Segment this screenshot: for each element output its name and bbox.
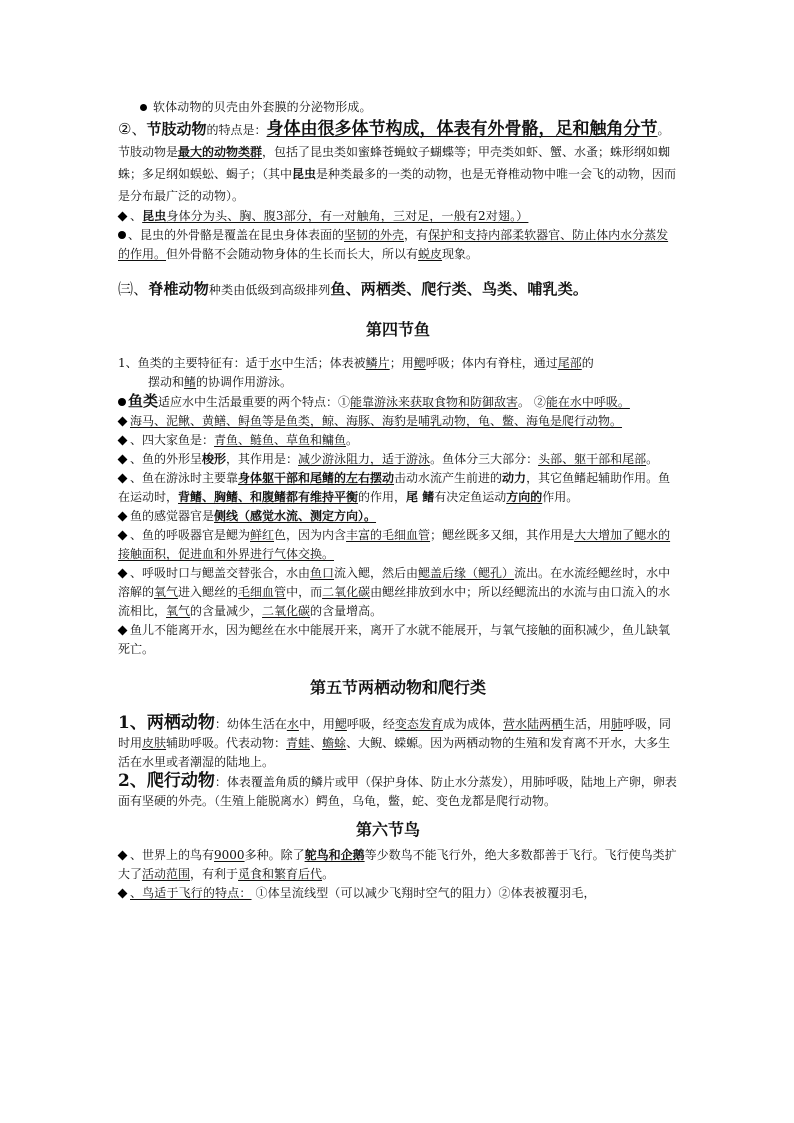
- amph-text: 成为成体，: [442, 717, 503, 731]
- fish-underline: 二氧化碳: [322, 585, 371, 599]
- fish-text: 适应水中生活最重要的两个特点：①: [158, 395, 351, 409]
- fish-underline: 二氧化碳: [262, 604, 311, 618]
- amph-text: 、: [310, 736, 323, 750]
- diamond-bullet-icon: [118, 473, 128, 483]
- bird-text: 。: [322, 867, 335, 881]
- fish-underline: 背鳍、胸鳍、和腹鳍都有维持平衡: [178, 490, 359, 504]
- amph-text: 辅助呼吸。代表动物：: [166, 736, 287, 750]
- fish-text: 1、鱼类的主要特征有：适于: [118, 356, 270, 370]
- mollusk-text: 软体动物的贝壳由外套膜的分泌物形成。: [153, 100, 372, 114]
- fish-text: ；用: [389, 356, 414, 370]
- fish-underline: 方向的: [506, 490, 543, 504]
- fish-text: 。 ②: [518, 395, 546, 409]
- fish-underline: 鳞片: [365, 356, 390, 370]
- bird-underline: 鸵鸟和企鹅: [304, 848, 365, 862]
- bird-underline: 、鸟适于飞行的特点：: [130, 886, 252, 900]
- fish-text: ，其它鱼鳍起辅助作用。鱼在运动时，: [118, 471, 671, 504]
- fish-respiration: [118, 526, 678, 564]
- exo-underline: 坚韧的外壳: [344, 228, 405, 242]
- fish-mouth: [118, 564, 678, 621]
- fish-text: 、鱼的外形呈: [130, 452, 203, 466]
- bird-text: ①体呈流线型（可以减少飞翔时空气的阻力）②体表被覆羽毛，: [251, 886, 596, 900]
- fish-text: 的含量增高。: [310, 604, 383, 618]
- amph-text: ：幼体生活在: [214, 717, 287, 731]
- exo-text: 现象。: [442, 247, 479, 261]
- diamond-bullet-icon: [118, 435, 128, 445]
- diamond-bullet-icon: [118, 530, 128, 540]
- fish-text: 色，因为内含: [274, 528, 347, 542]
- arthropod-paragraph: [118, 118, 678, 207]
- insect-body: 身体分为头、胸、腹3部分，有一对触角，三对足，一般有2对翅。）: [166, 209, 529, 223]
- fish-text: 中，而: [286, 585, 323, 599]
- arthropod-title: 节肢动物: [146, 120, 207, 138]
- amph-underline: 蟾蜍: [322, 736, 347, 750]
- exo-text: ，有: [404, 228, 429, 242]
- amph-underline: 肺: [610, 717, 623, 731]
- reptile-paragraph: [118, 772, 678, 811]
- amphibian-heading: 第五节两栖动物和爬行类: [309, 678, 486, 697]
- fish-text: ；鳃丝既多又细，其作用是: [430, 528, 575, 542]
- bird-heading: 第六节鸟: [355, 820, 420, 839]
- fish-seahorse: [118, 412, 678, 431]
- fish-four: [118, 431, 678, 450]
- fish-underline: 丰富的毛细血管: [346, 528, 431, 542]
- bird-underline: 活动范围: [142, 867, 191, 881]
- fish-two-title: 鱼类: [128, 392, 159, 410]
- fish-text: 鱼的感觉器官是: [130, 509, 215, 523]
- fish-two-features: [118, 392, 678, 412]
- bullet-icon: [118, 231, 126, 239]
- fish-sense: [118, 507, 678, 526]
- exo-text: 昆虫的外骨骼是覆盖在昆虫身体表面的: [140, 228, 345, 242]
- fish-underline: 鳃盖后缘（鳃孔）: [418, 566, 515, 580]
- exo-underline: 体内水分蒸发的作用。: [118, 228, 669, 261]
- amph-underline: 皮肤: [142, 736, 167, 750]
- fish-text: 呼吸；体内有脊柱，通过: [425, 356, 558, 370]
- fish-underline: 鲜红: [250, 528, 275, 542]
- exo-text: 但外骨骼不会随动物身体的生长而长大，所以有: [166, 247, 419, 261]
- reptile-title: 2、爬行动物: [118, 771, 215, 791]
- insect-bold: 昆虫: [292, 167, 317, 181]
- fish-heading: 第四节鱼: [365, 320, 430, 339]
- bird-underline: 9000: [214, 848, 245, 862]
- fish-bold: 动力: [502, 471, 527, 485]
- amph-underline: 水: [286, 717, 299, 731]
- document-page: [118, 96, 678, 903]
- diamond-bullet-icon: [118, 211, 128, 221]
- amphibian-title: 1、两栖动物: [118, 713, 215, 733]
- arthropod-text: 。节肢动物是: [118, 123, 670, 159]
- arthropod-number: ②、: [118, 120, 147, 138]
- diamond-bullet-icon: [118, 568, 128, 578]
- arthropod-largest-group: 最大的动物类群: [178, 145, 263, 159]
- fish-underline: 身体躯干部和尾鳍的左右摆动: [238, 471, 395, 485]
- bird-text: 多种。除了: [244, 848, 305, 862]
- amph-text: 呼吸，同时用: [118, 717, 672, 750]
- fish-underline: 鳃: [413, 356, 426, 370]
- fish-text: 的作用，: [358, 490, 407, 504]
- fish-text: 由鳃丝排放到水中；所以经鳃流出的水流与由口流入的水流相比，: [118, 585, 671, 618]
- amph-text: 呼吸，经: [346, 717, 395, 731]
- exo-molt: 蜕皮: [418, 247, 443, 261]
- fish-text: 。鱼体分三大部分：: [430, 452, 539, 466]
- fish-text: 、四大家鱼是：: [130, 433, 215, 447]
- bird-text: ，有利于: [190, 867, 239, 881]
- amph-underline: 变态发育: [394, 717, 443, 731]
- fish-bold: 梭形: [202, 452, 227, 466]
- fish-text: 流出。在水流经鳃丝时，水中溶解的: [118, 566, 671, 599]
- fish-text: 摆动和: [148, 375, 185, 389]
- fish-text: 流入鳃，然后由: [334, 566, 419, 580]
- arthropod-text: 是无脊椎动物中唯一会飞的动物，因而是分布最广泛的动物）。: [118, 167, 677, 203]
- vertebrate-title: 脊椎动物: [148, 280, 209, 298]
- bullet-icon: [140, 104, 147, 111]
- fish-underline: 减少游泳阻力，适于游泳: [298, 452, 431, 466]
- fish-text: 。: [346, 433, 359, 447]
- bird-paragraph: [118, 846, 678, 884]
- fish-seahorse-text: 海马、泥鳅、黄鳝、鲟鱼等是鱼类，鲸、海豚、海豹是哺乳动物，龟、鳖、海龟是爬行动物。: [130, 414, 623, 428]
- amphibian-paragraph: [118, 714, 678, 772]
- fish-text: 。: [646, 452, 659, 466]
- insect-title: 昆虫: [142, 209, 167, 223]
- fish-underline: 鳍: [184, 375, 197, 389]
- amph-underline: 营水陆两栖: [502, 717, 563, 731]
- arthropod-text: 是种类最多的一类的动物，也: [316, 167, 473, 181]
- fish-text: 有决定鱼运动: [434, 490, 507, 504]
- bullet-icon: [118, 398, 126, 406]
- fish-underline: 尾部: [557, 356, 582, 370]
- amph-text: 、大鲵、蝾螈。因为两栖动物的生殖和发育离不开水，大多生活在水里或者潮湿的陆地上。: [118, 736, 671, 769]
- fish-underline: 氧气: [166, 604, 191, 618]
- diamond-bullet-icon: [118, 454, 128, 464]
- fish-text: 作用。: [542, 490, 579, 504]
- fish-underline: 能靠游泳来获取食物和防御敌害: [350, 395, 519, 409]
- fish-text: 的: [581, 356, 594, 370]
- fish-underline: 氧气: [154, 585, 179, 599]
- diamond-bullet-icon: [118, 850, 128, 860]
- fish-die: [118, 621, 678, 659]
- fish-underline: 能在水中呼吸。: [545, 395, 630, 409]
- fish-underline: 大大增加了鳃水的接触面积，促进血和外界进行气体交换。: [118, 528, 671, 561]
- fish-underline: 头部、躯干部和尾部: [538, 452, 647, 466]
- fish-features: [118, 354, 678, 392]
- vertebrate-number: ㈢、: [118, 280, 149, 298]
- arthropod-key-features: 身体由很多体节构成，体表有外骨骼，足和触角分节: [266, 119, 658, 139]
- diamond-bullet-icon: [118, 888, 128, 898]
- fish-bold: 尾 鳍: [406, 490, 435, 504]
- fish-swim: [118, 469, 678, 507]
- arthropod-text: 蟹、水蚤；蛛形纲如蜘蛛；多足纲如蜈蚣、蝎子；（其中: [118, 145, 671, 181]
- amph-underline: 鳃: [334, 717, 347, 731]
- amph-underline: 青蛙: [286, 736, 311, 750]
- exoskeleton-paragraph: 、昆虫的外骨骼是覆盖在昆虫身体表面的坚韧的外壳，有保护和支持内部柔软器官、防止体内水分蒸发的作用。但外骨骼不会随动物身体的生长而长大，所以有蜕皮现象。: [118, 228, 669, 261]
- arthropod-text: ，包括了昆虫类如蜜蜂苍蝇蚊子蝴蝶等；甲壳类如虾、: [262, 145, 551, 159]
- fish-underline: 侧线（感觉水流、测定方向）。: [214, 509, 377, 523]
- vertebrate-list: 鱼、两栖类、爬行类、鸟类、哺乳类。: [330, 280, 588, 298]
- bird-text: 、世界上的鸟有: [130, 848, 215, 862]
- insect-line: 、昆虫身体分为头、胸、腹3部分，有一对触角，三对足，一般有2对翅。）: [118, 207, 678, 226]
- arthropod-text: 的特点是：: [206, 123, 267, 137]
- fish-text: ，其作用是：: [226, 452, 299, 466]
- exo-underline: 保护和支持内部柔软器官、防止: [428, 228, 597, 242]
- fish-text: 、鱼的呼吸器官是鳃为: [130, 528, 251, 542]
- mollusk-line: [118, 98, 678, 117]
- amph-text: 中，用: [298, 717, 335, 731]
- fish-underline: 水: [269, 356, 282, 370]
- fish-text: 、呼吸时口与鳃盖交替张合，水由: [130, 566, 311, 580]
- vertebrate-text: 种类由低级到高级排列: [208, 283, 331, 297]
- fish-underline: 青鱼、鲢鱼、草鱼和鳙鱼: [214, 433, 347, 447]
- fish-die-text: 鱼儿不能离开水，因为鳃丝在水中能展开来，离开了水就不能展开，与氧气接触的面积减少，鱼儿缺氧死亡。: [118, 623, 671, 656]
- fish-text: 中生活；体表被: [281, 356, 366, 370]
- diamond-bullet-icon: [118, 416, 128, 426]
- bird-underline: 觅食和繁育后代: [238, 867, 323, 881]
- fish-text: 的协调作用游泳。: [196, 375, 293, 389]
- diamond-bullet-icon: [118, 511, 128, 521]
- fish-text: 、鱼在游泳时主要靠: [130, 471, 239, 485]
- diamond-bullet-icon: [118, 625, 128, 635]
- fish-shape: [118, 450, 678, 469]
- fish-text: 击动水流产生前进的: [394, 471, 503, 485]
- amph-text: 生活，用: [562, 717, 611, 731]
- bird-text: 等少数鸟不能飞行外，绝大多数都善于飞行。飞行使鸟类扩大了: [118, 848, 677, 881]
- fish-underline: 毛细血管: [238, 585, 287, 599]
- bird-flight: [118, 884, 678, 903]
- fish-text: 的含量减少，: [190, 604, 263, 618]
- vertebrate-line: [118, 276, 678, 303]
- reptile-text: ：体表覆盖角质的鳞片或甲（保护身体、防止水分蒸发），用肺呼吸，陆地上产卵，卵表面有坚硬的外壳。（生殖上能脱离水）鳄鱼，乌龟，鳖，蛇、变色龙都是爬行动物。: [118, 775, 677, 808]
- fish-text: 进入鳃丝的: [178, 585, 239, 599]
- fish-underline: 鱼口: [310, 566, 335, 580]
